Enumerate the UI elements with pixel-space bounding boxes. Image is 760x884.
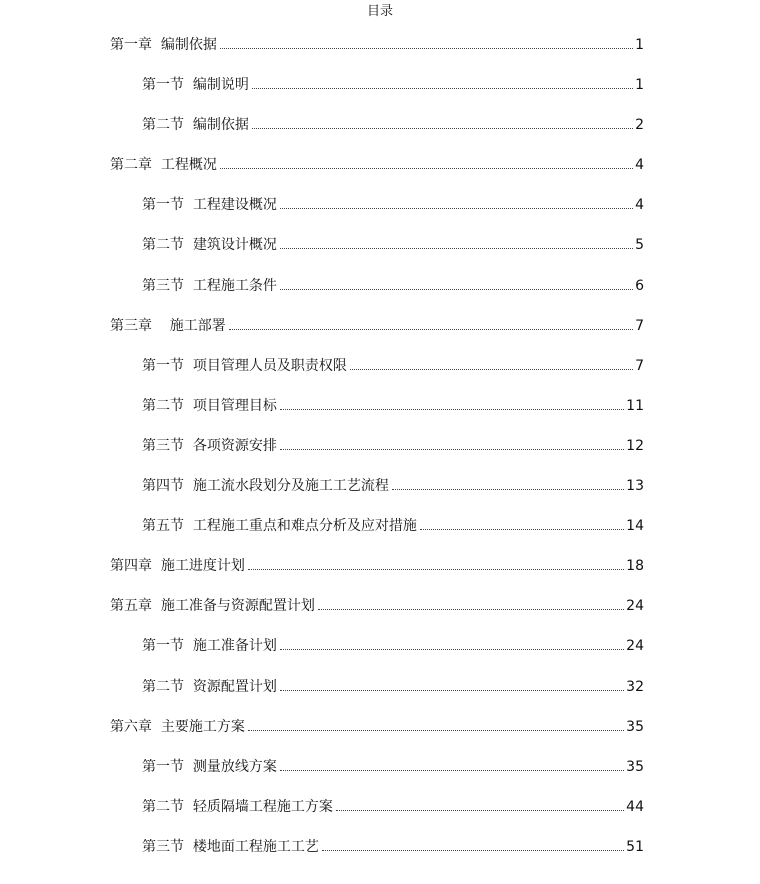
toc-section-entry[interactable]: [0, 797, 760, 837]
toc-page-number: 24: [626, 598, 644, 615]
toc-page-number: 7: [635, 357, 644, 374]
toc-entry-label: 第三节 工程施工条件: [142, 277, 277, 294]
toc-entry-label: 第五节 工程施工重点和难点分析及应对措施: [142, 518, 417, 535]
toc-page-number: 24: [626, 638, 644, 655]
toc-page-number: 12: [626, 437, 644, 454]
dot-leader: [318, 596, 624, 610]
dot-leader: [248, 556, 624, 570]
dot-leader: [280, 195, 633, 209]
toc-page-number: 35: [626, 718, 644, 735]
toc-entry-label: 第四章 施工进度计划: [110, 558, 245, 575]
toc-page-number: 4: [635, 157, 644, 174]
dot-leader: [252, 115, 633, 129]
toc-chapter-entry[interactable]: [0, 316, 760, 356]
dot-leader: [220, 35, 633, 49]
toc-entry-label: 第一节 工程建设概况: [142, 197, 277, 214]
dot-leader: [280, 636, 624, 650]
toc-page-number: 4: [635, 197, 644, 214]
toc-entry-label: 第二节 建筑设计概况: [142, 237, 277, 254]
toc-page-number: 1: [635, 77, 644, 94]
toc-page-number: 14: [626, 518, 644, 535]
toc-entry-label: 第三节 楼地面工程施工工艺: [142, 838, 319, 855]
toc-entry-label: 第三章 施工部署: [110, 317, 226, 334]
toc-section-entry[interactable]: [0, 757, 760, 797]
toc-page-number: 11: [626, 397, 644, 414]
toc-page-number: 13: [626, 478, 644, 495]
toc-entry-label: 第二节 资源配置计划: [142, 678, 277, 695]
dot-leader: [280, 396, 624, 410]
toc-page-number: 44: [626, 798, 644, 815]
toc-page-number: 7: [635, 317, 644, 334]
toc-page-number: 32: [626, 678, 644, 695]
dot-leader: [280, 757, 624, 771]
toc-entry-label: 第一节 施工准备计划: [142, 638, 277, 655]
toc-list: [0, 35, 760, 877]
toc-section-entry[interactable]: [0, 476, 760, 516]
toc-page-number: 1: [635, 37, 644, 53]
toc-chapter-entry[interactable]: [0, 155, 760, 195]
dot-leader: [252, 75, 633, 89]
toc-page-number: 2: [635, 117, 644, 134]
toc-section-entry[interactable]: [0, 356, 760, 396]
toc-entry-label: 第一章 编制依据: [110, 37, 217, 53]
toc-page-number: 35: [626, 758, 644, 775]
toc-entry-label: 第二节 编制依据: [142, 117, 249, 134]
dot-leader: [336, 797, 624, 811]
dot-leader: [280, 436, 624, 450]
toc-title: 目录: [366, 4, 393, 19]
toc-section-entry[interactable]: [0, 436, 760, 476]
dot-leader: [322, 837, 624, 851]
toc-section-entry[interactable]: [0, 276, 760, 316]
dot-leader: [280, 276, 633, 290]
toc-section-entry[interactable]: [0, 235, 760, 275]
toc-entry-label: 第二章 工程概况: [110, 157, 217, 174]
toc-entry-label: 第二节 项目管理目标: [142, 397, 277, 414]
toc-page-number: 5: [635, 237, 644, 254]
toc-section-entry[interactable]: [0, 195, 760, 235]
toc-section-entry[interactable]: [0, 516, 760, 556]
toc-chapter-entry[interactable]: [0, 717, 760, 757]
dot-leader: [420, 516, 624, 530]
toc-page-number: 6: [635, 277, 644, 294]
dot-leader: [248, 717, 624, 731]
toc-page-number: 51: [626, 838, 644, 855]
toc-entry-label: 第一节 编制说明: [142, 77, 249, 94]
toc-section-entry[interactable]: [0, 396, 760, 436]
toc-section-entry[interactable]: [0, 636, 760, 676]
toc-chapter-entry[interactable]: [0, 596, 760, 636]
dot-leader: [280, 235, 633, 249]
toc-entry-label: 第一节 项目管理人员及职责权限: [142, 357, 347, 374]
toc-entry-label: 第一节 测量放线方案: [142, 758, 277, 775]
toc-chapter-entry[interactable]: [0, 35, 760, 75]
toc-chapter-entry[interactable]: [0, 556, 760, 596]
toc-page-number: 18: [626, 558, 644, 575]
dot-leader: [280, 677, 624, 691]
toc-entry-label: 第六章 主要施工方案: [110, 718, 245, 735]
toc-entry-label: 第五章 施工准备与资源配置计划: [110, 598, 315, 615]
dot-leader: [392, 476, 624, 490]
toc-section-entry[interactable]: [0, 837, 760, 877]
dot-leader: [229, 316, 633, 330]
toc-entry-label: 第四节 施工流水段划分及施工工艺流程: [142, 478, 389, 495]
toc-section-entry[interactable]: [0, 115, 760, 155]
dot-leader: [220, 155, 633, 169]
toc-entry-label: 第三节 各项资源安排: [142, 437, 277, 454]
dot-leader: [350, 356, 633, 370]
toc-section-entry[interactable]: [0, 75, 760, 115]
toc-entry-label: 第二节 轻质隔墙工程施工方案: [142, 798, 333, 815]
toc-section-entry[interactable]: [0, 677, 760, 717]
